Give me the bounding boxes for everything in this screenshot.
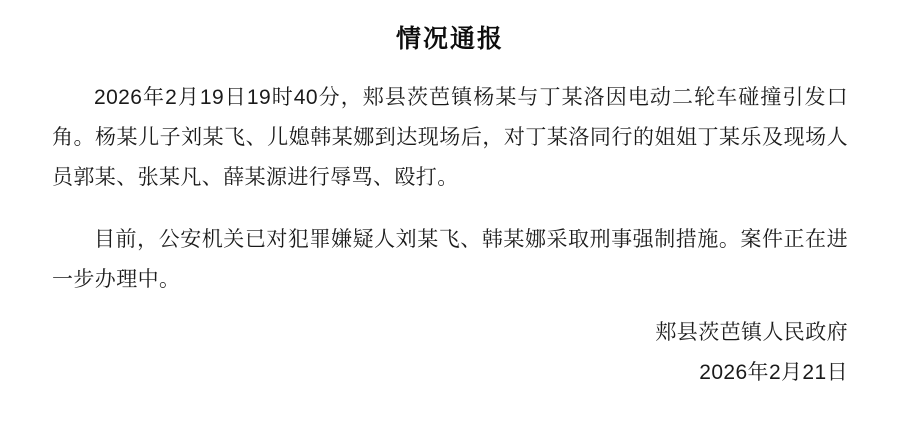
paragraph-2: 目前，公安机关已对犯罪嫌疑人刘某飞、韩某娜采取刑事强制措施。案件正在进一步办理中。: [52, 228, 848, 291]
page-title: 情况通报: [395, 25, 504, 53]
paragraph-1: 2026年2月19日19时40分，郏县茨芭镇杨某与丁某洛因电动二轮车碰撞引发口角。杨某儿子刘某飞、儿媳韩某娜到达现场后，对丁某洛同行的姐姐丁某乐及现场人员郭某、张某凡、薛某源进行辱骂、殴打。: [52, 86, 848, 189]
signature-date: 2026年2月21日: [699, 361, 848, 384]
signature-issuer: 郏县茨芭镇人民政府: [655, 321, 848, 344]
signature-block: [655, 313, 848, 393]
document-body: [52, 78, 848, 300]
